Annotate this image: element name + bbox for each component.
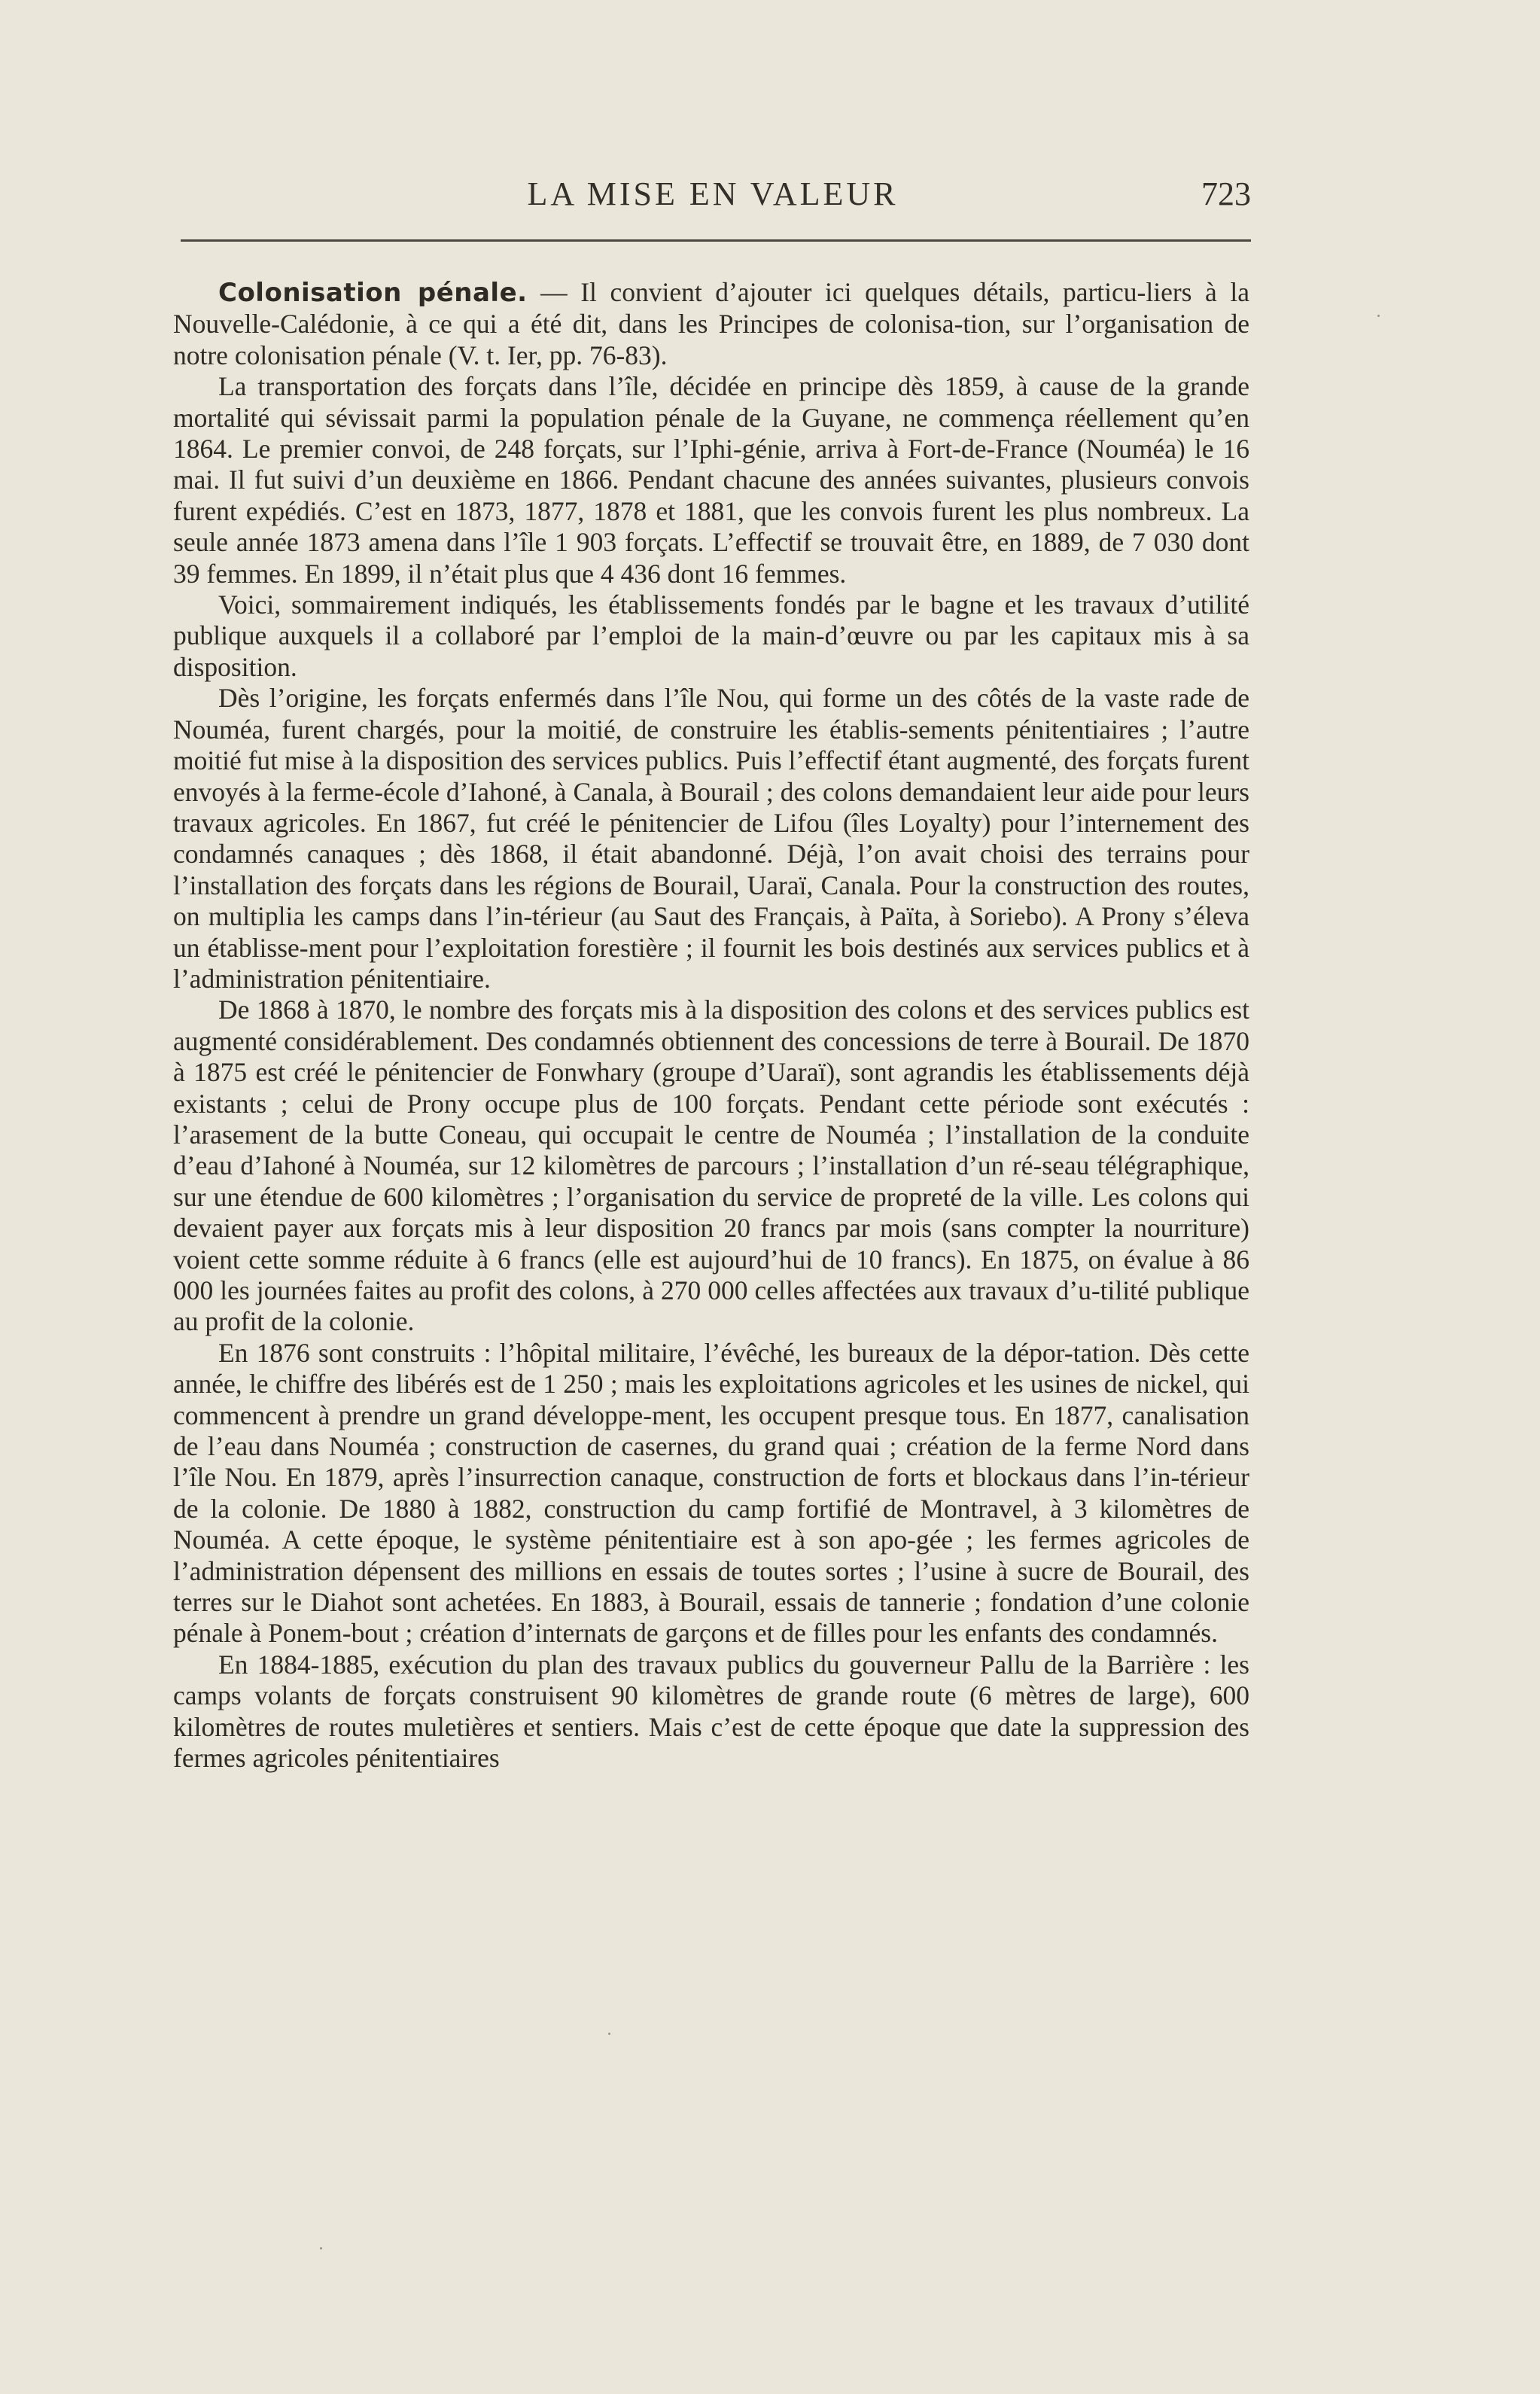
- paper-speck: [320, 2247, 322, 2249]
- paragraph: De 1868 à 1870, le nombre des forçats mis à la disposition des colons et des services publics est augmenté considérablement. Des condamnés obtiennent des concessions de terre à Bourail. De 1870 à 1875 est créé le pénitencier de Fonwhary (groupe d’Uaraï), sont agrandis les établissements déjà existants ; celui de Prony occupe plus de 100 forçats. Pendant cette période sont exécutés : l’arasement de la butte Coneau, qui occupait le centre de Nouméa ; l’installation de la conduite d’eau d’Iahoné à Nouméa, sur 12 kilomètres de parcours ; l’installation d’un ré-seau télégraphique, sur une étendue de 600 kilomètres ; l’organisation du service de propreté de la ville. Les colons qui devaient payer aux forçats mis à leur disposition 20 francs par mois (sans compter la nourriture) voient cette somme réduite à 6 francs (elle est aujourd’hui de 10 francs). En 1875, on évalue à 86 000 les journées faites au profit des colons, à 270 000 celles affectées aux travaux d’u-tilité publique au profit de la colonie.: [173, 994, 1249, 1337]
- body-text: [173, 277, 1249, 1774]
- running-title: LA MISE EN VALEUR: [527, 175, 899, 212]
- page-number: 723: [1201, 175, 1251, 212]
- header-rule: [181, 239, 1251, 242]
- paragraph: En 1884-1885, exécution du plan des travaux publics du gouverneur Pallu de la Barrière : les camps volants de forçats construisent 90 kilomètres de grande route (6 mètres de large), 600 kilomètres de routes muletières et sentiers. Mais c’est de cette époque que date la suppression des fermes agricoles pénitentiaires: [173, 1649, 1249, 1774]
- paragraph: [173, 277, 1249, 371]
- paragraph: En 1876 sont construits : l’hôpital militaire, l’évêché, les bureaux de la dépor-tation. Dès cette année, le chiffre des libérés est de 1 250 ; mais les exploitations agricoles et les usines de nickel, qui commencent à prendre un grand développe-ment, les occupent presque tous. En 1877, canalisation de l’eau dans Nouméa ; construction de casernes, du grand quai ; création de la ferme Nord dans l’île Nou. En 1879, après l’insurrection canaque, construction de forts et blockaus dans l’in-térieur de la colonie. De 1880 à 1882, construction du camp fortifié de Montravel, à 3 kilomètres de Nouméa. A cette époque, le système pénitentiaire est à son apo-gée ; les fermes agricoles de l’administration dépensent des millions en essais de toutes sortes ; l’usine à sucre de Bourail, des terres sur le Diahot sont achetées. En 1883, à Bourail, essais de tannerie ; fondation d’une colonie pénale à Ponem-bout ; création d’internats de garçons et de filles pour les enfants des condamnés.: [173, 1337, 1249, 1649]
- paper-speck: [1377, 315, 1380, 317]
- paragraph-text: — Il convient d’ajouter ici quelques détails, particu-liers à la Nouvelle-Calédonie, à ce qui a été dit, dans les Principes de colonisa-tion, sur l’organisation de notre colonisation pénale (V. t. Ier, pp. 76-83).: [173, 277, 1249, 370]
- section-heading: Colonisation pénale.: [218, 278, 528, 308]
- paper-speck: [608, 2033, 610, 2035]
- paragraph: Voici, sommairement indiqués, les établissements fondés par le bagne et les travaux d’utilité publique auxquels il a collaboré par l’emploi de la main-d’œuvre ou par les capitaux mis à sa disposition.: [173, 589, 1249, 682]
- running-head: [175, 175, 1251, 220]
- paragraph: La transportation des forçats dans l’île, décidée en principe dès 1859, à cause de la grande mortalité qui sévissait parmi la population pénale de la Guyane, ne commença réellement qu’en 1864. Le premier convoi, de 248 forçats, sur l’Iphi-génie, arriva à Fort-de-France (Nouméa) le 16 mai. Il fut suivi d’un deuxième en 1866. Pendant chacune des années suivantes, plusieurs convois furent expédiés. C’est en 1873, 1877, 1878 et 1881, que les convois furent les plus nombreux. La seule année 1873 amena dans l’île 1 903 forçats. L’effectif se trouvait être, en 1889, de 7 030 dont 39 femmes. En 1899, il n’était plus que 4 436 dont 16 femmes.: [173, 371, 1249, 589]
- paragraph: Dès l’origine, les forçats enfermés dans l’île Nou, qui forme un des côtés de la vaste rade de Nouméa, furent chargés, pour la moitié, de construire les établis-sements pénitentiaires ; l’autre moitié fut mise à la disposition des services publics. Puis l’effectif étant augmenté, des forçats furent envoyés à la ferme-école d’Iahoné, à Canala, à Bourail ; des colons demandaient leur aide pour leurs travaux agricoles. En 1867, fut créé le pénitencier de Lifou (îles Loyalty) pour l’internement des condamnés canaques ; dès 1868, il était abandonné. Déjà, l’on avait choisi des terrains pour l’installation des forçats dans les régions de Bourail, Uaraï, Canala. Pour la construction des routes, on multiplia les camps dans l’in-térieur (au Saut des Français, à Païta, à Soriebo). A Prony s’éleva un établisse-ment pour l’exploitation forestière ; il fournit les bois destinés aux services publics et à l’administration pénitentiaire.: [173, 683, 1249, 994]
